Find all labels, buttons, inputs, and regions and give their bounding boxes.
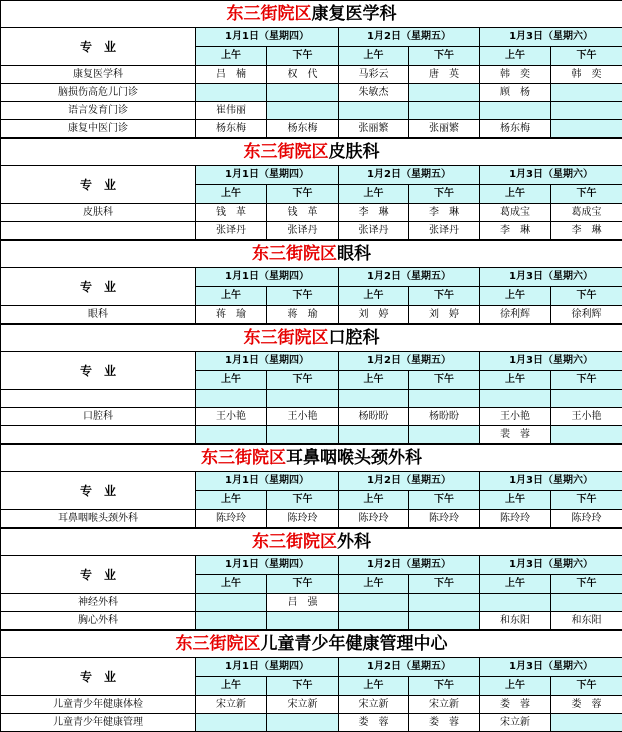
table-row	[1, 66, 622, 84]
table-row	[1, 594, 622, 612]
shift-afternoon-header: 下午	[551, 287, 622, 306]
doctor-cell: 张丽繁	[409, 120, 480, 138]
day-header: 1月2日（星期五）	[339, 352, 480, 371]
shift-afternoon-header: 下午	[267, 491, 339, 510]
campus-name: 东三街院区	[176, 634, 261, 654]
shift-afternoon-header: 下午	[551, 371, 622, 390]
specialty-header: 专 业	[1, 472, 196, 510]
department-name: 皮肤科	[329, 142, 380, 162]
doctor-cell: 陈玲玲	[267, 510, 339, 528]
section-title	[1, 1, 622, 28]
table-row	[1, 714, 622, 732]
table-row	[1, 204, 622, 222]
doctor-cell	[409, 612, 480, 630]
table-row	[1, 510, 622, 528]
doctor-cell	[196, 612, 267, 630]
specialty-header: 专 业	[1, 352, 196, 390]
doctor-cell: 葛成宝	[480, 204, 551, 222]
doctor-cell: 马彩云	[339, 66, 409, 84]
doctor-cell: 娄 蓉	[409, 714, 480, 732]
doctor-cell: 刘 婷	[339, 306, 409, 324]
campus-name: 东三街院区	[252, 244, 337, 264]
shift-afternoon-header: 下午	[409, 575, 480, 594]
specialty-label	[1, 426, 196, 444]
doctor-cell	[551, 426, 622, 444]
doctor-cell	[267, 390, 339, 408]
doctor-cell: 张译丹	[267, 222, 339, 240]
shift-morning-header: 上午	[196, 371, 267, 390]
doctor-cell	[267, 426, 339, 444]
doctor-cell: 李 琳	[480, 222, 551, 240]
doctor-cell	[339, 426, 409, 444]
doctor-cell: 宋立新	[409, 696, 480, 714]
shift-morning-header: 上午	[339, 575, 409, 594]
campus-name: 东三街院区	[227, 4, 312, 24]
doctor-cell: 吕 楠	[196, 66, 267, 84]
doctor-cell: 唐 英	[409, 66, 480, 84]
specialty-label: 胸心外科	[1, 612, 196, 630]
doctor-cell: 陈玲玲	[339, 510, 409, 528]
doctor-cell: 吕 强	[267, 594, 339, 612]
doctor-cell	[196, 390, 267, 408]
doctor-cell	[409, 426, 480, 444]
specialty-header: 专 业	[1, 658, 196, 696]
day-header: 1月2日（星期五）	[339, 166, 480, 185]
day-header: 1月2日（星期五）	[339, 658, 480, 677]
doctor-cell	[196, 594, 267, 612]
doctor-cell	[196, 714, 267, 732]
schedule-section	[0, 324, 622, 444]
doctor-cell: 徐利辉	[551, 306, 622, 324]
doctor-cell: 李 琳	[409, 204, 480, 222]
day-header: 1月3日（星期六）	[480, 268, 622, 287]
specialty-label: 康复中医门诊	[1, 120, 196, 138]
shift-morning-header: 上午	[196, 677, 267, 696]
day-header: 1月1日（星期四）	[196, 658, 339, 677]
day-header: 1月1日（星期四）	[196, 556, 339, 575]
campus-name: 东三街院区	[201, 448, 286, 468]
day-header: 1月1日（星期四）	[196, 352, 339, 371]
day-header: 1月3日（星期六）	[480, 352, 622, 371]
specialty-label: 康复医学科	[1, 66, 196, 84]
department-name: 耳鼻咽喉头颈外科	[286, 448, 422, 468]
day-header: 1月3日（星期六）	[480, 166, 622, 185]
doctor-cell	[551, 84, 622, 102]
schedule-section	[0, 630, 622, 732]
doctor-cell	[551, 714, 622, 732]
doctor-cell: 韩 奕	[480, 66, 551, 84]
department-name: 口腔科	[329, 328, 380, 348]
doctor-cell: 崔伟丽	[196, 102, 267, 120]
doctor-cell: 蒋 瑜	[196, 306, 267, 324]
day-header: 1月2日（星期五）	[339, 472, 480, 491]
specialty-label: 脑损伤高危儿门诊	[1, 84, 196, 102]
day-header: 1月1日（星期四）	[196, 472, 339, 491]
shift-afternoon-header: 下午	[409, 185, 480, 204]
table-row	[1, 84, 622, 102]
doctor-cell: 蒋 瑜	[267, 306, 339, 324]
campus-name: 东三街院区	[244, 328, 329, 348]
day-header: 1月2日（星期五）	[339, 28, 480, 47]
schedule-section	[0, 138, 622, 240]
doctor-cell	[409, 102, 480, 120]
shift-afternoon-header: 下午	[267, 371, 339, 390]
table-row	[1, 390, 622, 408]
campus-name: 东三街院区	[244, 142, 329, 162]
section-title	[1, 631, 622, 658]
day-header: 1月3日（星期六）	[480, 28, 622, 47]
shift-morning-header: 上午	[196, 287, 267, 306]
schedule-section	[0, 240, 622, 324]
doctor-cell	[339, 102, 409, 120]
doctor-cell	[196, 426, 267, 444]
day-header: 1月3日（星期六）	[480, 658, 622, 677]
section-title	[1, 445, 622, 472]
shift-afternoon-header: 下午	[551, 47, 622, 66]
shift-afternoon-header: 下午	[551, 677, 622, 696]
specialty-header: 专 业	[1, 28, 196, 66]
shift-afternoon-header: 下午	[267, 185, 339, 204]
shift-morning-header: 上午	[339, 491, 409, 510]
doctor-cell	[409, 594, 480, 612]
shift-morning-header: 上午	[339, 287, 409, 306]
doctor-cell	[409, 84, 480, 102]
shift-afternoon-header: 下午	[551, 491, 622, 510]
specialty-header: 专 业	[1, 166, 196, 204]
doctor-cell: 朱敏杰	[339, 84, 409, 102]
doctor-cell: 李 琳	[551, 222, 622, 240]
doctor-cell: 张译丹	[196, 222, 267, 240]
department-name: 眼科	[337, 244, 371, 264]
schedule-section	[0, 0, 622, 138]
shift-morning-header: 上午	[339, 47, 409, 66]
shift-morning-header: 上午	[339, 371, 409, 390]
department-name: 儿童青少年健康管理中心	[261, 634, 448, 654]
doctor-cell	[339, 390, 409, 408]
doctor-cell	[339, 612, 409, 630]
doctor-cell: 陈玲玲	[196, 510, 267, 528]
section-title	[1, 529, 622, 556]
doctor-cell	[267, 102, 339, 120]
specialty-label: 眼科	[1, 306, 196, 324]
specialty-label	[1, 390, 196, 408]
doctor-cell: 裴 蓉	[480, 426, 551, 444]
shift-morning-header: 上午	[480, 287, 551, 306]
specialty-label: 儿童青少年健康管理	[1, 714, 196, 732]
shift-morning-header: 上午	[339, 185, 409, 204]
shift-afternoon-header: 下午	[409, 677, 480, 696]
doctor-cell: 和东阳	[480, 612, 551, 630]
day-header: 1月1日（星期四）	[196, 166, 339, 185]
shift-afternoon-header: 下午	[267, 287, 339, 306]
doctor-cell: 张译丹	[409, 222, 480, 240]
doctor-cell: 杨东梅	[267, 120, 339, 138]
doctor-cell	[480, 594, 551, 612]
doctor-cell: 钱 革	[196, 204, 267, 222]
specialty-label: 口腔科	[1, 408, 196, 426]
doctor-cell	[267, 84, 339, 102]
table-row	[1, 696, 622, 714]
table-row	[1, 426, 622, 444]
shift-afternoon-header: 下午	[409, 371, 480, 390]
doctor-cell	[551, 102, 622, 120]
doctor-cell: 杨盼盼	[409, 408, 480, 426]
table-row	[1, 222, 622, 240]
doctor-cell: 陈玲玲	[480, 510, 551, 528]
shift-afternoon-header: 下午	[267, 575, 339, 594]
table-row	[1, 408, 622, 426]
shift-morning-header: 上午	[480, 575, 551, 594]
specialty-label: 神经外科	[1, 594, 196, 612]
doctor-cell	[196, 84, 267, 102]
doctor-cell: 钱 革	[267, 204, 339, 222]
shift-afternoon-header: 下午	[267, 677, 339, 696]
doctor-cell: 宋立新	[339, 696, 409, 714]
section-title	[1, 241, 622, 268]
doctor-cell	[339, 594, 409, 612]
shift-morning-header: 上午	[196, 575, 267, 594]
campus-name: 东三街院区	[252, 532, 337, 552]
doctor-cell: 王小艳	[480, 408, 551, 426]
doctor-cell: 王小艳	[267, 408, 339, 426]
doctor-cell	[551, 594, 622, 612]
schedule-section	[0, 444, 622, 528]
doctor-cell: 娄 蓉	[339, 714, 409, 732]
schedule-section	[0, 528, 622, 630]
doctor-cell	[267, 612, 339, 630]
day-header: 1月3日（星期六）	[480, 556, 622, 575]
specialty-header: 专 业	[1, 268, 196, 306]
doctor-cell: 王小艳	[551, 408, 622, 426]
doctor-cell: 张译丹	[339, 222, 409, 240]
day-header: 1月3日（星期六）	[480, 472, 622, 491]
doctor-cell	[267, 714, 339, 732]
day-header: 1月1日（星期四）	[196, 28, 339, 47]
shift-morning-header: 上午	[196, 491, 267, 510]
shift-morning-header: 上午	[480, 47, 551, 66]
doctor-cell: 和东阳	[551, 612, 622, 630]
shift-morning-header: 上午	[480, 677, 551, 696]
doctor-cell	[409, 390, 480, 408]
doctor-cell: 宋立新	[196, 696, 267, 714]
doctor-cell: 徐利辉	[480, 306, 551, 324]
doctor-cell: 陈玲玲	[551, 510, 622, 528]
shift-morning-header: 上午	[196, 47, 267, 66]
specialty-label: 皮肤科	[1, 204, 196, 222]
doctor-cell: 陈玲玲	[409, 510, 480, 528]
table-row	[1, 306, 622, 324]
doctor-cell: 顾 杨	[480, 84, 551, 102]
shift-morning-header: 上午	[480, 491, 551, 510]
department-name: 康复医学科	[312, 4, 397, 24]
doctor-cell	[480, 102, 551, 120]
doctor-cell	[480, 390, 551, 408]
day-header: 1月2日（星期五）	[339, 556, 480, 575]
shift-afternoon-header: 下午	[409, 491, 480, 510]
shift-afternoon-header: 下午	[551, 185, 622, 204]
specialty-label: 耳鼻咽喉头颈外科	[1, 510, 196, 528]
specialty-label: 语言发育门诊	[1, 102, 196, 120]
day-header: 1月1日（星期四）	[196, 268, 339, 287]
doctor-cell: 权 代	[267, 66, 339, 84]
doctor-cell: 宋立新	[267, 696, 339, 714]
shift-morning-header: 上午	[339, 677, 409, 696]
doctor-cell: 葛成宝	[551, 204, 622, 222]
department-name: 外科	[337, 532, 371, 552]
shift-afternoon-header: 下午	[551, 575, 622, 594]
doctor-cell: 张丽繁	[339, 120, 409, 138]
doctor-cell: 宋立新	[480, 714, 551, 732]
specialty-label: 儿童青少年健康体检	[1, 696, 196, 714]
specialty-header: 专 业	[1, 556, 196, 594]
doctor-cell: 李 琳	[339, 204, 409, 222]
doctor-cell: 韩 奕	[551, 66, 622, 84]
doctor-cell: 娄 蓉	[480, 696, 551, 714]
shift-afternoon-header: 下午	[409, 287, 480, 306]
shift-afternoon-header: 下午	[409, 47, 480, 66]
table-row	[1, 612, 622, 630]
shift-morning-header: 上午	[480, 371, 551, 390]
section-title	[1, 325, 622, 352]
doctor-cell	[551, 390, 622, 408]
shift-morning-header: 上午	[480, 185, 551, 204]
day-header: 1月2日（星期五）	[339, 268, 480, 287]
doctor-cell: 杨盼盼	[339, 408, 409, 426]
table-row	[1, 120, 622, 138]
shift-afternoon-header: 下午	[267, 47, 339, 66]
doctor-cell: 刘 婷	[409, 306, 480, 324]
doctor-cell: 王小艳	[196, 408, 267, 426]
doctor-cell	[551, 120, 622, 138]
specialty-label	[1, 222, 196, 240]
shift-morning-header: 上午	[196, 185, 267, 204]
doctor-cell: 娄 蓉	[551, 696, 622, 714]
section-title	[1, 139, 622, 166]
table-row	[1, 102, 622, 120]
doctor-cell: 杨东梅	[480, 120, 551, 138]
doctor-cell: 杨东梅	[196, 120, 267, 138]
